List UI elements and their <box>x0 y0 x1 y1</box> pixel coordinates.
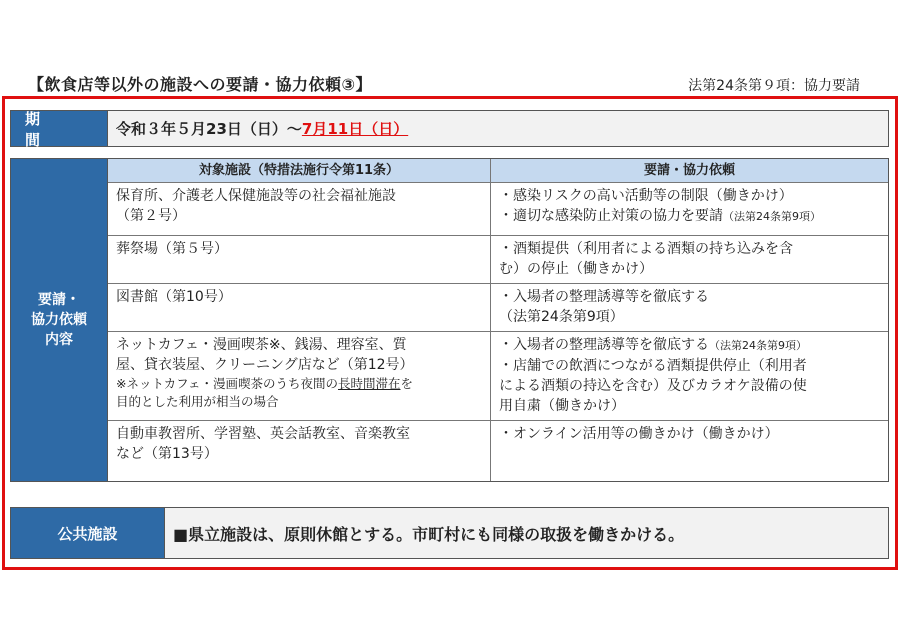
facility-line: （第２号） <box>116 208 186 224</box>
period-row <box>10 110 889 147</box>
request-table <box>108 159 888 481</box>
col-header-request: 要請・協力依頼 <box>643 163 735 178</box>
request-line: 用自粛（働きかけ） <box>499 398 625 414</box>
facility-line: 図書館（第10号） <box>116 289 232 305</box>
request-line: による酒類の持込を含む）及びカラオケ設備の使 <box>499 378 807 394</box>
facility-cell <box>108 236 491 283</box>
request-line: ・店舗での飲酒につながる酒類提供停止（利用者 <box>499 358 807 374</box>
legal-reference: 法第24条第９項：協力要請 <box>688 78 860 94</box>
request-line: （法第24条第9項） <box>499 309 624 325</box>
table-row <box>108 421 888 481</box>
facility-note: ※ネットカフェ・漫画喫茶のうち夜間の長時間滞在を <box>116 376 414 391</box>
request-line: ・オンライン活用等の働きかけ（働きかけ） <box>499 426 779 442</box>
public-facility-label: 公共施設 <box>11 508 165 558</box>
table-row <box>108 332 888 421</box>
table-row <box>108 236 888 284</box>
facility-line: ネットカフェ・漫画喫茶※、銭湯、理容室、質 <box>116 337 407 353</box>
request-label-line: 内容 <box>45 332 73 348</box>
facility-line: 屋、貸衣装屋、クリーニング店など（第12号） <box>116 357 414 373</box>
request-label-line: 協力依頼 <box>31 312 87 328</box>
facility-line: など（第13号） <box>116 446 218 462</box>
request-line: ・酒類提供（利用者による酒類の持ち込みを含 <box>499 241 793 257</box>
request-cell <box>491 284 888 331</box>
request-note: （法第24条第9項） <box>709 339 807 352</box>
facility-cell <box>108 284 491 331</box>
request-section <box>10 158 889 482</box>
request-line: ・入場者の整理誘導等を徹底する（法第24条第9項） <box>499 337 807 353</box>
facility-note: 目的とした利用が相当の場合 <box>116 394 279 409</box>
period-label: 期 間 <box>11 111 108 146</box>
request-line: ・適切な感染防止対策の協力を要請（法第24条第9項） <box>499 208 821 224</box>
request-label-line: 要請・ <box>38 292 80 308</box>
facility-cell <box>108 421 491 481</box>
request-note: （法第24条第9項） <box>723 210 821 223</box>
request-label <box>11 159 108 481</box>
public-facility-row <box>10 507 889 559</box>
period-value <box>108 111 888 146</box>
page-title: 【飲食店等以外の施設への要請・協力依頼③】 <box>28 75 373 94</box>
facility-cell <box>108 183 491 235</box>
request-line: ・感染リスクの高い活動等の制限（働きかけ） <box>499 188 793 204</box>
facility-line: 葬祭場（第５号） <box>116 241 228 257</box>
request-line: む）の停止（働きかけ） <box>499 261 653 277</box>
public-facility-text: ■県立施設は、原則休館とする。市町村にも同様の取扱を働きかける。 <box>165 508 888 558</box>
request-cell <box>491 421 888 481</box>
request-cell <box>491 332 888 420</box>
facility-line: 自動車教習所、学習塾、英会話教室、音楽教室 <box>116 426 410 442</box>
table-row <box>108 284 888 332</box>
period-end: 7月11日（日） <box>301 120 409 138</box>
table-row <box>108 183 888 236</box>
period-start: 令和３年５月23日（日）～ <box>116 120 302 138</box>
table-header-row <box>108 159 888 183</box>
request-cell <box>491 236 888 283</box>
facility-cell <box>108 332 491 420</box>
request-line: ・入場者の整理誘導等を徹底する <box>499 289 709 305</box>
col-header-facility: 対象施設（特措法施行令第11条） <box>108 159 491 182</box>
request-cell <box>491 183 888 235</box>
facility-line: 保育所、介護老人保健施設等の社会福祉施設 <box>116 188 396 204</box>
